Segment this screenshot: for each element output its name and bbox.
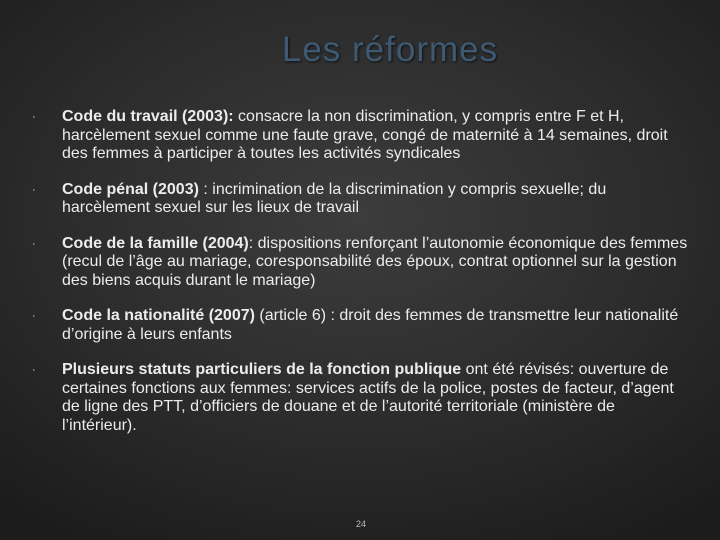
bullet-icon: · [32, 183, 36, 196]
bullet-item-code-famille [26, 235, 691, 291]
bullet-text: : dispositions renforçant l’autonomie économique des femmes (recul de l’âge au mariage, coresponsabilité des époux, contrat optionnel sur la gestion des biens acquis durant le mariage) [62, 234, 688, 289]
bullet-icon: · [32, 237, 36, 250]
bullet-lead: Code de la famille (2004) [62, 234, 249, 252]
bullet-lead: Code la nationalité (2007) [62, 307, 255, 324]
bullet-text: consacre la non discrimination, y compris entre F et H, harcèlement sexuel comme une faute grave, congé de maternité à 14 semaines, droit des femmes à participer à toutes les activités syndicales [62, 108, 668, 162]
bullet-lead: Plusieurs statuts particuliers de la fonction publique [62, 361, 462, 378]
page-number: 24 [355, 519, 366, 529]
bullet-text: ont été révisés: ouverture de certaines fonctions aux femmes: services actifs de la police, postes de facteur, d’agent de ligne des PTT, d’officiers de douane et de l’autorité territoriale (ministère de l’intérieur). [62, 361, 674, 434]
bullet-icon: · [32, 111, 36, 123]
slide-title: Les réformes [281, 30, 499, 69]
bullet-lead: Code du travail (2003): [62, 108, 234, 125]
bullet-lead: Code pénal (2003) [62, 180, 199, 198]
bullet-list [26, 108, 691, 452]
bullet-item-code-nationalite [26, 307, 691, 344]
bullet-text: (article 6) : droit des femmes de transmettre leur nationalité d’origine à leurs enfants [62, 307, 679, 343]
bullet-text: : incrimination de la discrimination y compris sexuelle; du harcèlement sexuel sur les lieux de travail [62, 180, 607, 216]
bullet-item-fonction-publique [26, 361, 691, 435]
bullet-icon: · [32, 310, 36, 322]
bullet-item-code-du-travail [26, 108, 691, 164]
bullet-icon: · [32, 364, 36, 376]
bullet-item-code-penal [26, 181, 691, 218]
